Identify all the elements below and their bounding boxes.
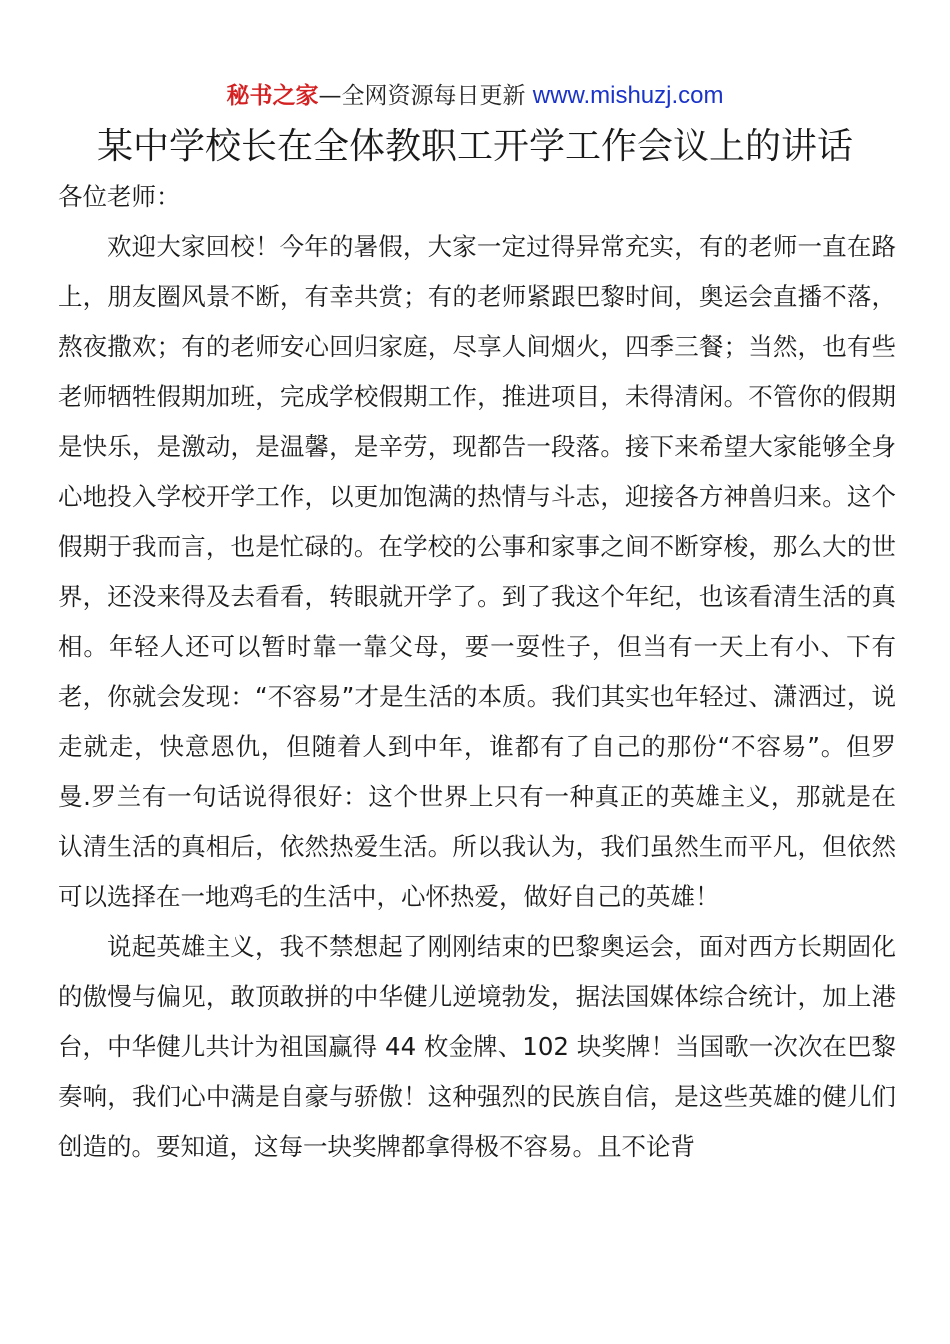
site-header xyxy=(0,80,950,112)
body-paragraph: 说起英雄主义，我不禁想起了刚刚结束的巴黎奥运会，面对西方长期固化的傲慢与偏见，敢顶敢拼的中华健儿逆境勃发，据法国媒体综合统计，加上港台，中华健儿共计为祖国赢得 44 枚金牌、102 块奖牌！当国歌一次次在巴黎奏响，我们心中满是自豪与骄傲！这种强烈的民族自信，是这些英雄的健儿们创造的。要知道，这每一块奖牌都拿得极不容易。且不论背 xyxy=(58,932,896,1161)
site-name: 秘书之家 xyxy=(226,83,319,109)
site-tagline: —全网资源每日更新 xyxy=(318,83,533,109)
document-title: 某中学校长在全体教职工开学工作会议上的讲话 xyxy=(96,126,853,167)
body-paragraph: 欢迎大家回校！今年的暑假，大家一定过得异常充实，有的老师一直在路上，朋友圈风景不断，有幸共赏；有的老师紧跟巴黎时间，奥运会直播不落，熬夜撒欢；有的老师安心回归家庭，尽享人间烟火，四季三餐；当然，也有些老师牺牲假期加班，完成学校假期工作，推进项目，未得清闲。不管你的假期是快乐，是激动，是温馨，是辛劳，现都告一段落。接下来希望大家能够全身心地投入学校开学工作，以更加饱满的热情与斗志，迎接各方神兽归来。这个假期于我而言，也是忙碌的。在学校的公事和家事之间不断穿梭，那么大的世界，还没来得及去看看，转眼就开学了。到了我这个年纪，也该看清生活的真相。年轻人还可以暂时靠一靠父母，要一耍性子，但当有一天上有小、下有老，你就会发现：“不容易”才是生活的本质。我们其实也年轻过、潇洒过，说走就走，快意恩仇，但随着人到中年，谁都有了自己的那份“不容易”。但罗曼.罗兰有一句话说得很好：这个世界上只有一种真正的英雄主义，那就是在认清生活的真相后，依然热爱生活。所以我认为，我们虽然生而平凡，但依然可以选择在一地鸡毛的生活中，心怀热爱，做好自己的英雄！ xyxy=(58,232,896,911)
site-url-link[interactable]: www.mishuzj.com xyxy=(532,82,724,109)
document-body xyxy=(58,172,896,1172)
salutation: 各位老师： xyxy=(58,182,181,211)
